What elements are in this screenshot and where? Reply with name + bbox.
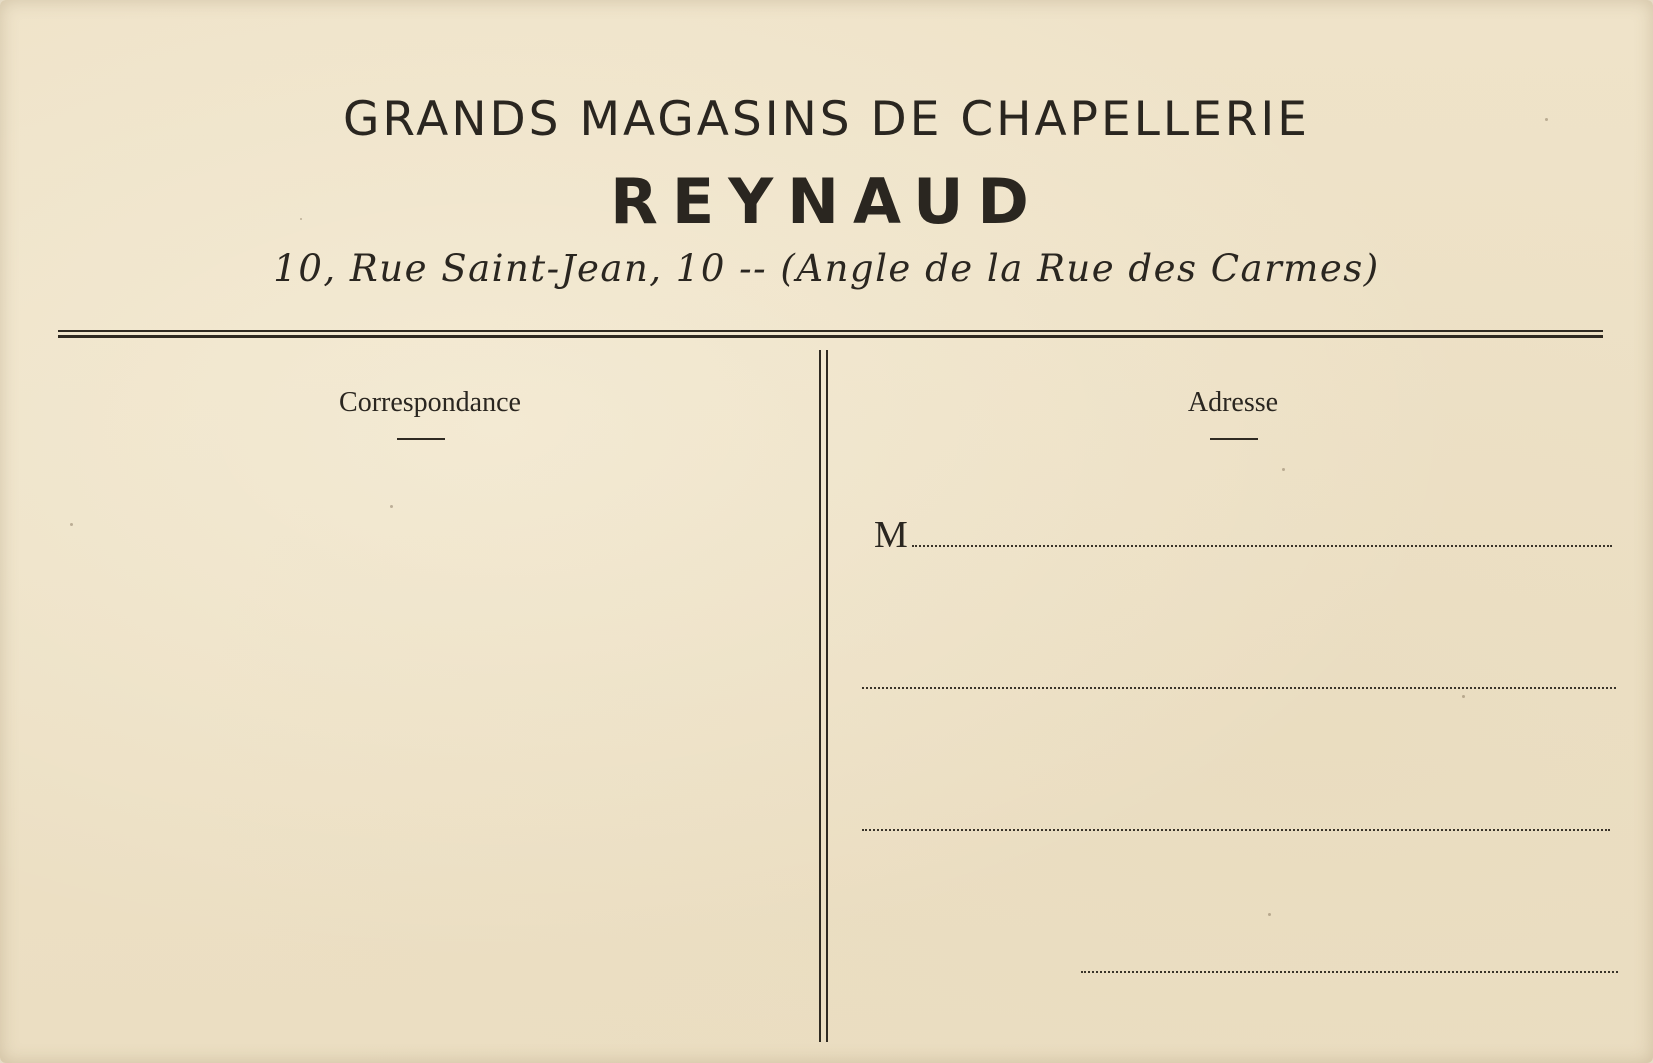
paper-speck: [1268, 913, 1271, 916]
address-line-1[interactable]: [912, 545, 1612, 547]
address-line-4[interactable]: [1081, 971, 1618, 973]
address-label: Adresse: [1187, 387, 1279, 418]
center-divider-left: [819, 350, 821, 1042]
brand-name: REYNAUD: [610, 165, 1043, 238]
center-divider-right: [826, 350, 828, 1042]
recipient-prefix: M: [874, 514, 908, 556]
paper-speck: [1545, 118, 1548, 121]
shop-title: GRANDS MAGASINS DE CHAPELLERIE: [343, 92, 1310, 147]
shop-address: 10, Rue Saint-Jean, 10 -- (Angle de la Rue des Carmes): [273, 247, 1380, 290]
paper-speck: [70, 523, 73, 526]
correspondence-underline: [397, 438, 445, 440]
paper-speck: [390, 505, 393, 508]
header-rule-top: [58, 330, 1603, 332]
correspondence-label: Correspondance: [339, 387, 521, 418]
paper-speck: [300, 218, 302, 220]
paper-speck: [1462, 695, 1465, 698]
address-line-2[interactable]: [862, 687, 1616, 689]
header-rule-bottom: [58, 335, 1603, 338]
address-line-3[interactable]: [862, 829, 1610, 831]
address-underline: [1210, 438, 1258, 440]
paper-speck: [1282, 468, 1285, 471]
